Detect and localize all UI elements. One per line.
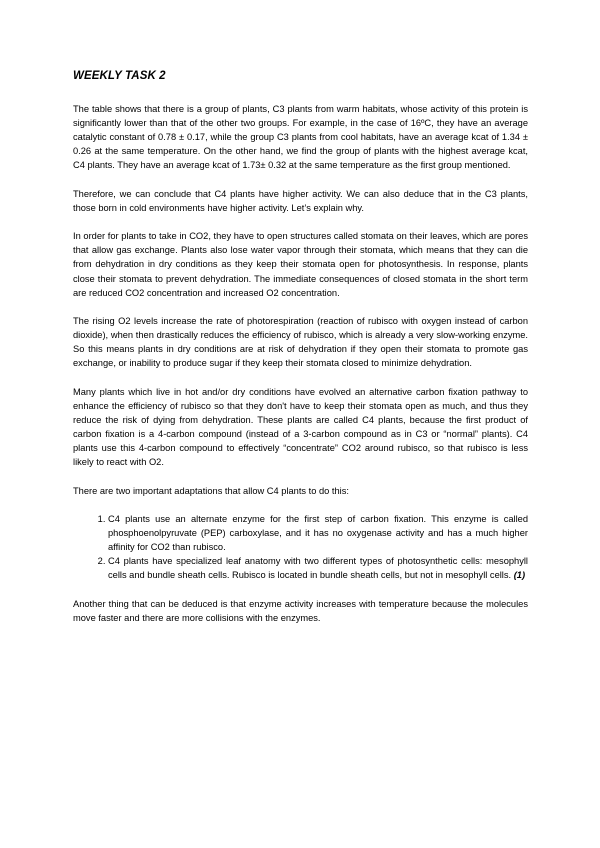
paragraph-table-analysis: The table shows that there is a group of plants, C3 plants from warm habitats, whose activity of this protein is significantly lower than that of the other two groups. For example, in the case of 16ºC, they have an average catalytic constant of 0.78 ± 0.17, while the group C3 plants from cool habitats, have an average kcat of 1.34 ± 0.26 at the same temperature. On the other hand, we find the group of plants with the highest average kcat, C4 plants. They have an average kcat of 1.73± 0.32 at the same temperature as the first group mentioned. xyxy=(73,104,528,171)
paragraph-adaptations-intro: There are two important adaptations that allow C4 plants to do this: xyxy=(73,485,349,496)
document-page xyxy=(73,70,528,639)
paragraph-photorespiration: The rising O2 levels increase the rate of photorespiration (reaction of rubisco with oxygen instead of carbon dioxide), when then drastically reduces the efficiency of rubisco, which is already a very slow-working enzyme. So this means plants in dry conditions are at risk of dehydration if they open their stomata to promote gas exchange, or inability to produce sugar if they keep their stomata closed to minimize dehydration. xyxy=(73,316,528,369)
reference-marker: (1) xyxy=(513,570,526,581)
list-item-text: C4 plants use an alternate enzyme for the first step of carbon fixation. This enzyme is called phosphoenolpyruvate (PEP) carboxylase, and it has no oxygenase activity and has a much higher affinity for CO2 than rubisco. xyxy=(108,513,528,553)
paragraph-conclusion: Therefore, we can conclude that C4 plants have higher activity. We can also deduce that in the C3 plants, those born in cold environments have higher activity. Let’s explain why. xyxy=(73,188,528,213)
paragraph-c4-plants: Many plants which live in hot and/or dry conditions have evolved an alternative carbon fixation pathway to enhance the efficiency of rubisco so that they don't have to keep their stomata open as much, and thus they reduce the risk of dying from dehydration. These plants are called C4 plants, because the first product of carbon fixation is a 4-carbon compound (instead of a 3-carbon compound as in C3 or “normal” plants). C4 plants use this 4-carbon compound to effectively “concentrate” CO2 around rubisco, so that rubisco is less likely to react with O2. xyxy=(73,386,528,468)
adaptations-list xyxy=(73,512,528,582)
page-title: WEEKLY TASK 2 xyxy=(73,70,166,82)
list-item xyxy=(108,512,528,554)
paragraph-closing: Another thing that can be deduced is that enzyme activity increases with temperature because the molecules move faster and there are more collisions with the enzymes. xyxy=(73,598,528,623)
paragraph-stomata: In order for plants to take in CO2, they have to open structures called stomata on their leaves, which are pores that allow gas exchange. Plants also lose water vapor through their stomata, which means that they can die from dehydration in dry conditions as they keep their stomata open for photosynthesis. In response, plants close their stomata to prevent dehydration. The immediate consequences of closed stomata in the short term are reduced CO2 concentration and increased O2 concentration. xyxy=(73,231,528,298)
list-item-text: C4 plants have specialized leaf anatomy with two different types of photosynthetic cells: mesophyll cells and bundle sheath cells. Rubisco is located in bundle sheath cells, but not in mesophyll cells. xyxy=(108,556,528,581)
list-item xyxy=(108,554,528,582)
